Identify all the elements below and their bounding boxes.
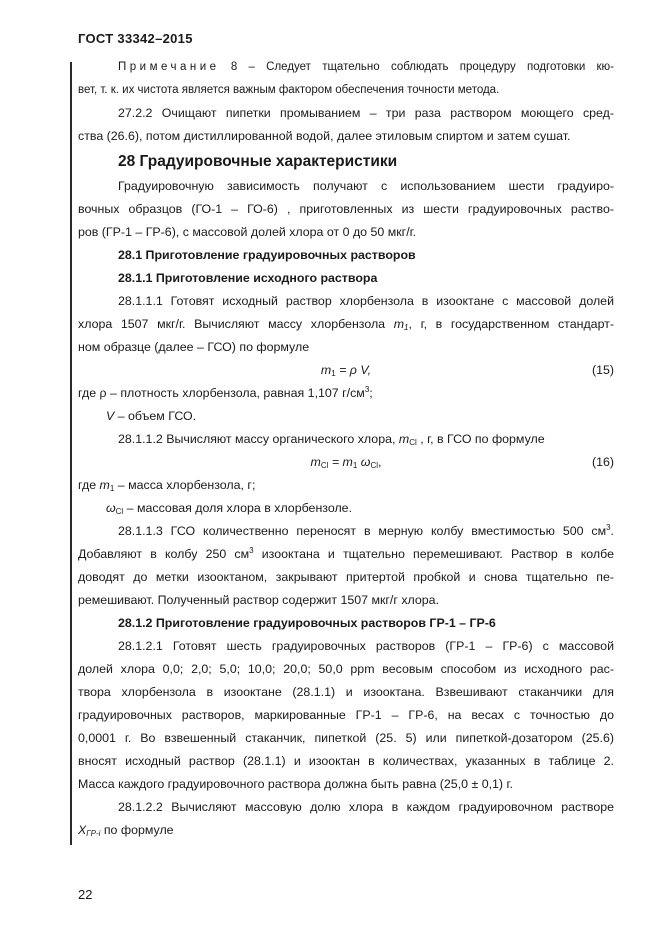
paragraph-line: Градуировочную зависимость получают с использованием шести градуиро-	[118, 179, 614, 193]
formula-15: $m_1 = \rho$ V, (15)	[78, 359, 614, 382]
paragraph-line: вочных образцов (ГО-1 – ГО-6) , приготовленных из шести градуировочных раство-	[78, 202, 614, 216]
symbol-m1: $m_1$	[393, 317, 409, 332]
paragraph-line: Масса каждого градуировочного раствора должна быть равна (25,0 ± 0,1) г.	[78, 777, 513, 791]
subsection-heading: 28.1.1 Приготовление исходного раствора	[118, 271, 378, 285]
page-content	[78, 56, 614, 842]
section-heading: 28 Градуировочные характеристики	[118, 153, 398, 170]
paragraph-line: 28.1.2.1 Готовят шесть градуировочных растворов (ГР-1 – ГР-6) с массовой	[118, 639, 614, 653]
paragraph-line: градуировочных растворов, маркированные ГР-1 – ГР-6, на весах с точностью до	[78, 708, 614, 722]
formula-number: (16)	[591, 455, 614, 469]
where-line: V – объем ГСО.	[106, 409, 197, 423]
paragraph-line: 27.2.2 Очищают пипетки промыванием – три раза раствором моющего сред-	[118, 106, 614, 120]
formula-16: $m_{Cl} = m_1$ $\omega_{Cl}$, (16)	[78, 451, 614, 474]
paragraph-line: вносят исходный раствор (28.1.1) и изооктан в количествах, указанных в таблице 2.	[78, 754, 614, 768]
page-number: 22	[78, 887, 93, 902]
formula-number: (15)	[591, 363, 614, 377]
where-line: $\omega_{Cl}$ – массовая доля хлора в хлорбензоле.	[106, 501, 353, 516]
paragraph-line: Добавляют в колбу 250 $см^3$ изооктана и тщательно перемешивают. Раствор в колбе	[78, 546, 614, 561]
paragraph-line: хлора 1507 мкг/г. Вычисляют массу хлорбензола $m_1$, г, в государственном стандарт-	[78, 317, 614, 332]
document-header: ГОСТ 33342–2015	[78, 31, 193, 46]
paragraph-line: долей хлора 0,0; 2,0; 5,0; 10,0; 20,0; 50,0 ppm весовым способом из исходного рас-	[78, 662, 614, 676]
subsection-heading: 28.1 Приготовление градуировочных растворов	[118, 248, 416, 262]
where-line: где ρ – плотность хлорбензола, равная 1,107 $г/см^3$;	[78, 385, 373, 400]
paragraph-line: твора хлорбензола в изооктане (28.1.1) и изооктана. Взвешивают стаканчики для	[78, 685, 614, 699]
paragraph-line: 28.1.1.3 ГСО количественно переносят в мерную колбу вместимостью 500 $см^3$.	[118, 523, 614, 538]
paragraph-line: 28.1.2.2 Вычисляют массовую долю хлора в каждом градуировочном растворе	[118, 800, 614, 814]
paragraph-line: 0,0001 г. Во взвешенный стаканчик, пипеткой (25. 5) или пипеткой-дозатором (25.6)	[78, 731, 614, 745]
paragraph-line: $X_{ГР-i}$ по формуле	[78, 823, 174, 838]
subsection-heading: 28.1.2 Приготовление градуировочных растворов ГР-1 – ГР-6	[118, 616, 496, 630]
note-line: Примечание 8 – Следует тщательно соблюдать процедуру подготовки кю-	[118, 61, 614, 73]
where-line: где $m_1$ – масса хлорбензола, г;	[78, 478, 256, 493]
paragraph-line: ремешивают. Полученный раствор содержит 1507 мкг/г хлора.	[78, 593, 440, 607]
paragraph-line: ров (ГР-1 – ГР-6), с массовой долей хлора от 0 до 50 мкг/г.	[78, 225, 417, 239]
paragraph-line: доводят до метки изооктаном, закрывают притертой пробкой и снова тщательно пе-	[78, 570, 614, 584]
revision-bar	[70, 62, 72, 845]
paragraph-line: ном образце (далее – ГСО) по формуле	[78, 340, 310, 354]
paragraph-line: 28.1.1.1 Готовят исходный раствор хлорбензола в изооктане с массовой долей	[118, 294, 614, 308]
note-label: Примечание	[118, 61, 220, 73]
paragraph-line: 28.1.1.2 Вычисляют массу органического хлора, $m_{Cl}$ , г, в ГСО по формуле	[118, 432, 545, 447]
note-line: вет, т. к. их чистота является важным фактором обеспечения точности метода.	[78, 84, 500, 96]
paragraph-line: ства (26.6), потом дистиллированной водой, далее этиловым спиртом и затем сушат.	[78, 129, 571, 143]
